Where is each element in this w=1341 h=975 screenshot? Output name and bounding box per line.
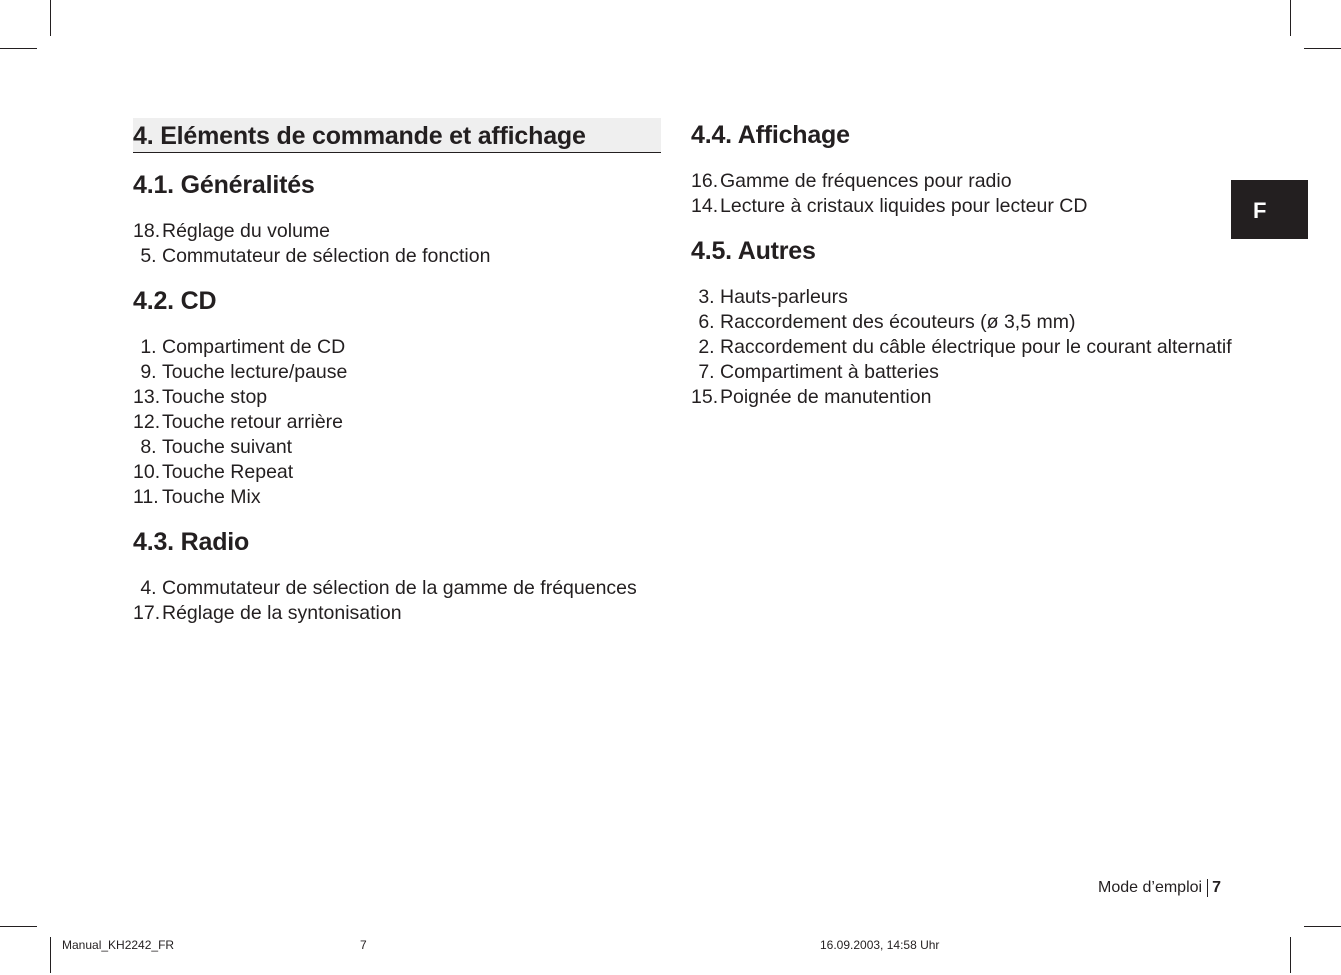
item-number: 15. <box>691 386 724 408</box>
crop-mark <box>1304 926 1341 927</box>
chapter-title: 4. Eléments de commande et affichage <box>133 118 661 153</box>
list-item <box>133 435 661 460</box>
list-item <box>133 485 661 510</box>
item-number: 11. <box>133 486 165 508</box>
list-item <box>133 360 661 385</box>
section-heading: 4.4. Affichage <box>691 121 850 149</box>
crop-mark <box>50 937 51 973</box>
item-list <box>691 169 1251 219</box>
item-label: Gamme de fréquences pour radio <box>720 170 1012 192</box>
item-label: Hauts-parleurs <box>720 286 848 308</box>
slug-filename: Manual_KH2242_FR <box>62 938 175 952</box>
footer-label: Mode d’emploi <box>1098 879 1203 896</box>
crop-mark <box>1304 48 1341 49</box>
section-heading: 4.1. Généralités <box>133 171 315 199</box>
item-number: 8. <box>140 436 162 458</box>
list-item <box>691 360 1251 385</box>
crop-mark <box>0 48 37 49</box>
item-number: 18. <box>133 220 166 242</box>
item-number: 1. <box>140 336 162 358</box>
list-item <box>133 410 661 435</box>
item-label: Réglage du volume <box>162 220 331 242</box>
item-number: 13. <box>133 386 166 408</box>
item-list <box>133 335 661 510</box>
crop-mark <box>50 0 51 36</box>
item-number: 9. <box>140 361 162 383</box>
item-label: Commutateur de sélection de fonction <box>162 245 491 267</box>
footer-divider <box>1207 879 1208 897</box>
item-label: Raccordement des écouteurs (ø 3,5 mm) <box>720 311 1076 333</box>
item-number: 3. <box>698 286 720 308</box>
item-list <box>133 576 661 626</box>
item-number: 14. <box>691 195 724 217</box>
slug-datetime: 16.09.2003, 14:58 Uhr <box>820 938 940 952</box>
item-label: Touche suivant <box>162 436 293 458</box>
list-item <box>133 335 661 360</box>
item-label: Touche stop <box>162 386 268 408</box>
section-radio <box>133 525 661 626</box>
section-cd <box>133 284 661 510</box>
section-heading: 4.2. CD <box>133 287 217 315</box>
item-label: Compartiment à batteries <box>720 361 939 383</box>
item-label: Touche lecture/pause <box>162 361 348 383</box>
list-item <box>691 285 1251 310</box>
item-label: Commutateur de sélection de la gamme de fréquences <box>162 577 637 599</box>
item-label: Poignée de manutention <box>720 386 932 408</box>
page-footer <box>1098 879 1221 897</box>
item-label: Compartiment de CD <box>162 336 346 358</box>
section-affichage <box>691 118 1251 219</box>
item-label: Lecture à cristaux liquides pour lecteur CD <box>720 195 1088 217</box>
crop-mark <box>1290 937 1291 973</box>
language-tab: F <box>1231 180 1308 239</box>
item-label: Touche Repeat <box>162 461 294 483</box>
section-heading: 4.5. Autres <box>691 237 816 265</box>
item-label: Réglage de la syntonisation <box>162 602 402 624</box>
list-item <box>691 194 1251 219</box>
item-label: Touche Mix <box>162 486 261 508</box>
item-number: 4. <box>140 577 162 599</box>
crop-mark <box>0 926 37 927</box>
list-item <box>133 460 661 485</box>
page-number: 7 <box>1212 879 1221 896</box>
item-list <box>691 285 1251 410</box>
item-number: 12. <box>133 411 166 433</box>
list-item <box>691 169 1251 194</box>
item-number: 5. <box>140 245 162 267</box>
section-generalites <box>133 168 661 269</box>
list-item <box>691 310 1251 335</box>
section-heading: 4.3. Radio <box>133 528 250 556</box>
slug-page: 7 <box>360 938 367 952</box>
item-number: 17. <box>133 602 166 624</box>
item-number: 16. <box>691 170 724 192</box>
item-number: 10. <box>133 461 166 483</box>
item-label: Touche retour arrière <box>162 411 344 433</box>
list-item <box>691 385 1251 410</box>
item-list <box>133 219 661 269</box>
item-label: Raccordement du câble électrique pour le courant alternatif <box>720 336 1232 358</box>
right-column <box>691 118 1251 410</box>
item-number: 2. <box>698 336 720 358</box>
list-item <box>133 219 661 244</box>
item-number: 7. <box>698 361 720 383</box>
section-autres <box>691 234 1251 410</box>
crop-mark <box>1290 0 1291 36</box>
list-item <box>133 576 661 601</box>
list-item <box>691 335 1251 360</box>
item-number: 6. <box>698 311 720 333</box>
list-item <box>133 385 661 410</box>
list-item <box>133 244 661 269</box>
left-column <box>133 118 661 626</box>
list-item <box>133 601 661 626</box>
